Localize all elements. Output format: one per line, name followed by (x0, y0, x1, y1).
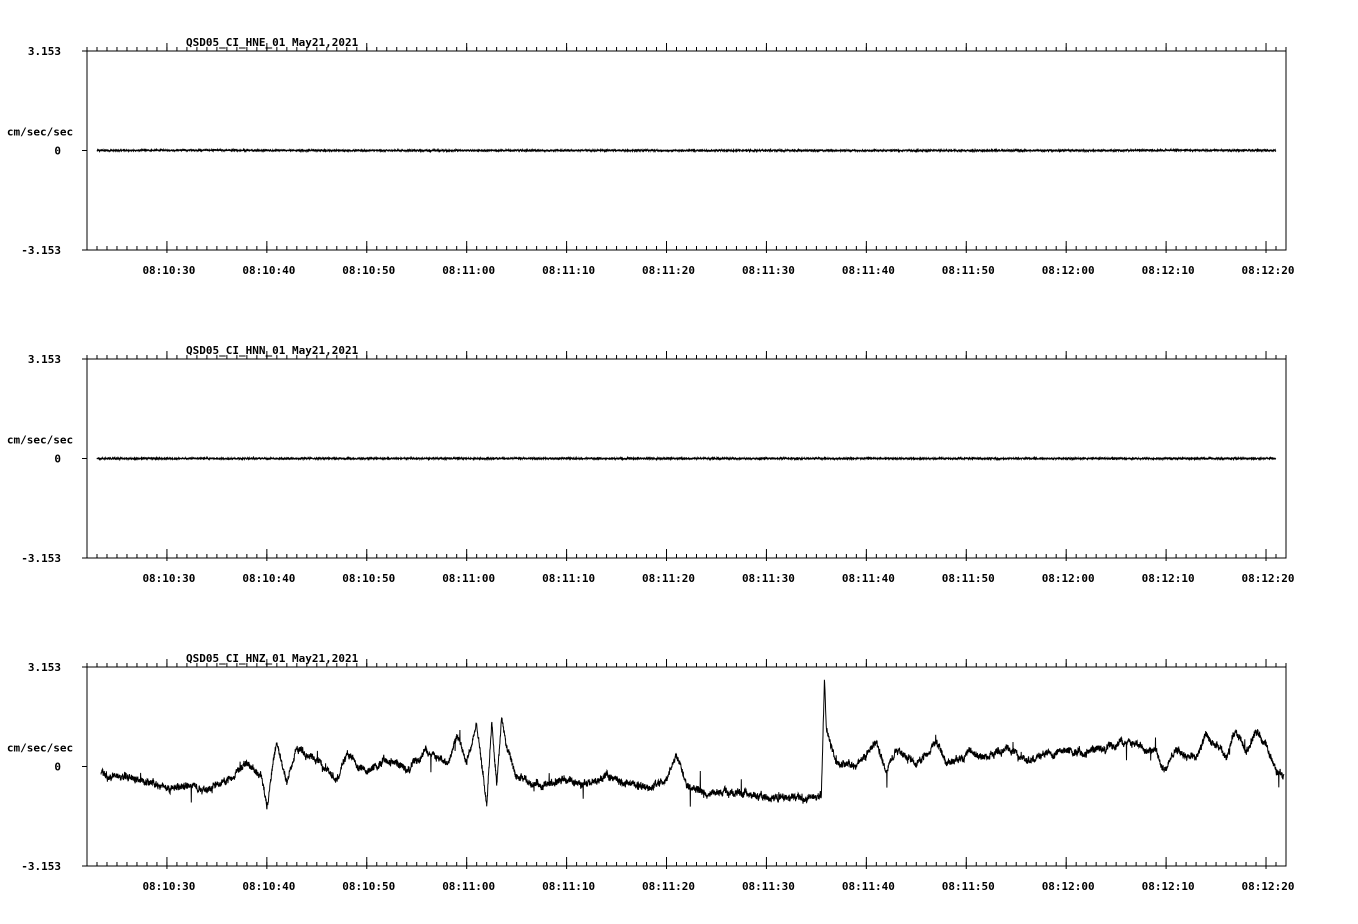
y-tick-label: 0 (54, 144, 61, 158)
y-tick-label: -3.153 (21, 244, 61, 257)
y-axis-label: cm/sec/sec (6, 433, 74, 447)
x-tick-label: 08:11:50 (941, 880, 995, 893)
y-tick-label: 3.153 (27, 45, 61, 58)
waveform-trace (97, 458, 1276, 460)
x-tick-label: 08:11:50 (941, 572, 995, 585)
x-tick-label: 08:11:10 (542, 880, 596, 893)
x-tick-label: 08:11:30 (741, 572, 795, 585)
x-tick-label: 08:12:10 (1141, 572, 1195, 585)
x-tick-label: 08:11:40 (841, 572, 895, 585)
x-tick-label: 08:12:00 (1041, 880, 1095, 893)
x-tick-label: 08:10:40 (242, 264, 296, 277)
x-tick-label: 08:11:40 (841, 264, 895, 277)
x-tick-label: 08:11:30 (741, 880, 795, 893)
x-tick-label: 08:12:20 (1241, 572, 1295, 585)
chart-title: QSD05_CI_HNZ_01 May21,2021 (186, 652, 359, 665)
x-tick-label: 08:11:00 (442, 880, 496, 893)
x-tick-label: 08:11:20 (642, 880, 696, 893)
x-tick-label: 08:10:40 (242, 880, 296, 893)
x-tick-label: 08:12:00 (1041, 572, 1095, 585)
x-tick-label: 08:11:00 (442, 264, 496, 277)
chart-panel (7, 344, 1295, 585)
y-tick-label: -3.153 (21, 552, 61, 565)
x-tick-label: 08:12:20 (1241, 264, 1295, 277)
x-tick-label: 08:11:10 (542, 572, 596, 585)
x-tick-label: 08:11:20 (642, 572, 696, 585)
chart-title: QSD05_CI_HNE_01 May21,2021 (186, 36, 359, 49)
x-tick-label: 08:11:40 (841, 880, 895, 893)
y-axis-label: cm/sec/sec (6, 125, 74, 139)
x-tick-label: 08:10:50 (342, 264, 396, 277)
waveform-trace (97, 149, 1276, 151)
y-tick-label: 0 (54, 760, 61, 774)
y-tick-label: 3.153 (27, 661, 61, 674)
y-axis-label: cm/sec/sec (6, 741, 74, 755)
x-tick-label: 08:12:10 (1141, 264, 1195, 277)
x-tick-label: 08:11:10 (542, 264, 596, 277)
x-tick-label: 08:12:10 (1141, 880, 1195, 893)
x-tick-label: 08:10:30 (142, 880, 196, 893)
plot-frame (87, 667, 1286, 866)
x-tick-label: 08:10:30 (142, 572, 196, 585)
y-tick-label: -3.153 (21, 860, 61, 873)
x-tick-label: 08:10:50 (342, 880, 396, 893)
x-tick-label: 08:11:00 (442, 572, 496, 585)
x-tick-label: 08:11:50 (941, 264, 995, 277)
x-tick-label: 08:11:30 (741, 264, 795, 277)
chart-panel (7, 36, 1295, 277)
x-tick-label: 08:12:00 (1041, 264, 1095, 277)
x-tick-label: 08:11:20 (642, 264, 696, 277)
x-tick-label: 08:10:30 (142, 264, 196, 277)
chart-panel (7, 652, 1295, 893)
x-tick-label: 08:10:40 (242, 572, 296, 585)
x-tick-label: 08:12:20 (1241, 880, 1295, 893)
y-tick-label: 3.153 (27, 353, 61, 366)
waveform-trace (101, 680, 1284, 810)
chart-title: QSD05_CI_HNN_01 May21,2021 (186, 344, 359, 357)
x-tick-label: 08:10:50 (342, 572, 396, 585)
y-tick-label: 0 (54, 452, 61, 466)
